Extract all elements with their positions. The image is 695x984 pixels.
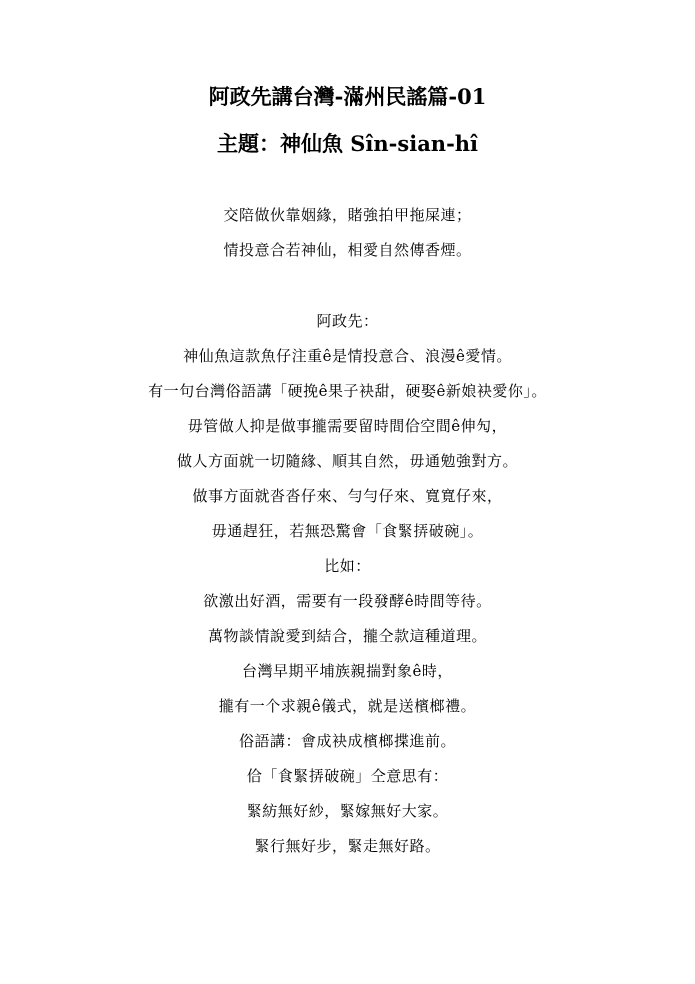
body-line: 有一句台灣俗語講「硬挽ê果子袂甜，硬娶ê新娘袂愛你」。 <box>148 382 547 400</box>
body-line: 台灣早期平埔族親揣對象ê時， <box>242 662 453 680</box>
intro-line: 情投意合若神仙，相愛自然傳香煙。 <box>223 241 472 259</box>
body-line: 欲激出好酒，需要有一段發酵ê時間等待。 <box>203 592 492 610</box>
body-line: 攏有一个求親ê儀式，就是送檳榔禮。 <box>218 697 477 715</box>
body-line: 毋管做人抑是做事攏需要留時間佮空間ê伸勼， <box>187 417 508 435</box>
speaker-label: 阿政先： <box>316 312 379 330</box>
document-subtitle: 主題：神仙魚 Sîn-sian-hî <box>216 131 479 156</box>
body-line: 做事方面就沓沓仔來、勻勻仔來、寬寬仔來， <box>192 487 503 505</box>
body-line: 比如： <box>324 557 371 575</box>
body-line: 佮「食緊挵破碗」仝意思有： <box>246 767 449 785</box>
body-line: 神仙魚這款魚仔注重ê是情投意合、浪漫ê愛情。 <box>183 347 512 365</box>
document-title: 阿政先講台灣-滿州民謠篇-01 <box>208 84 487 109</box>
intro-line: 交陪做伙靠姻緣，賭強拍甲拖屎連； <box>223 206 472 224</box>
body-line: 俗語講：會成袂成檳榔揲進前。 <box>238 732 456 750</box>
body-line: 萬物談情說愛到結合，攏仝款這種道理。 <box>207 627 487 645</box>
body-line: 緊行無好步，緊走無好路。 <box>254 837 441 855</box>
body-line: 毋通趕狂，若無恐驚會「食緊挵破碗」。 <box>211 522 484 540</box>
intro-verse <box>0 198 695 268</box>
body-text <box>0 304 695 864</box>
body-line: 緊紡無好紗，緊嫁無好大家。 <box>246 802 449 820</box>
body-line: 做人方面就一切隨緣、順其自然，毋通勉強對方。 <box>176 452 518 470</box>
